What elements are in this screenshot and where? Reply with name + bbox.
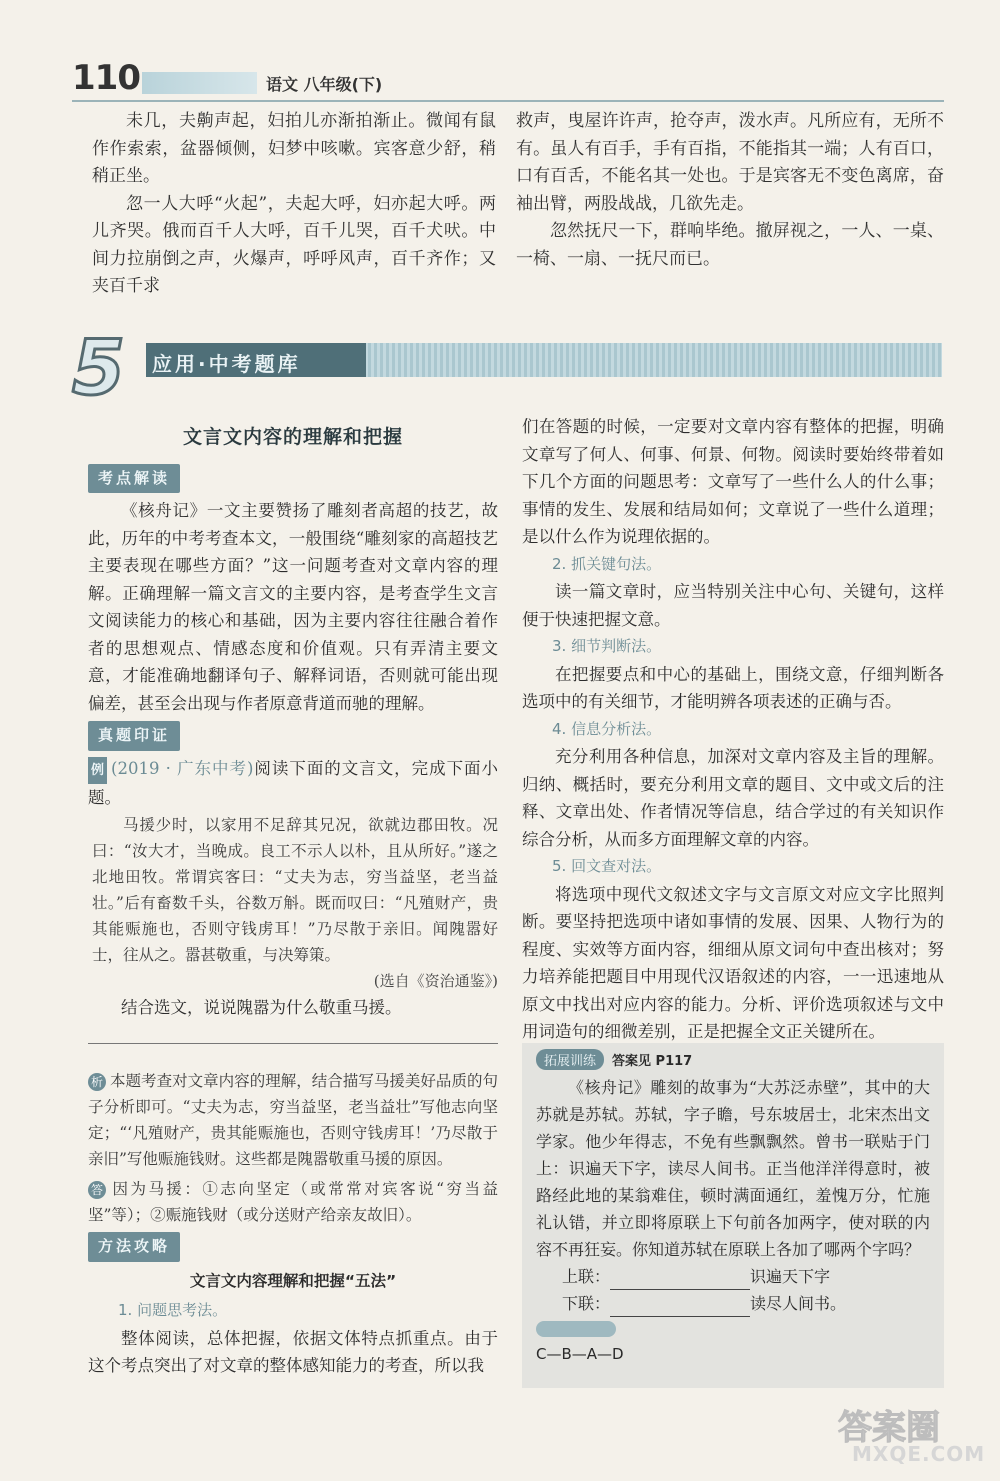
methods-title: 文言文内容理解和把握“五法” — [189, 1271, 397, 1290]
article-title: 文言文内容的理解和把握 — [182, 426, 403, 448]
classical-passage — [88, 812, 498, 994]
tag-example: 真题印证 — [88, 721, 180, 751]
method-3-text: 在把握要点和中心的基础上，围绕文意，仔细判断各选项中的有关细节，才能明辨各项表述的正确与否。 — [522, 664, 944, 711]
lower-tail: 读尽人间书。 — [750, 1294, 847, 1313]
example-heading — [88, 755, 498, 812]
page-number: 110 — [72, 58, 140, 98]
analysis-paragraph: 《核舟记》一文主要赞扬了雕刻者高超的技艺，故此，历年的中考考查本文，一般围绕“雕刻家的高超技艺主要表现在哪些方面？”这一问题考查对文章内容的理解。正确理解一篇文言文的主要内容，是考查学生文言文阅读能力的核心和基础，因为主要内容往往融合着作者的思想观点、情感态度和价值观。只有弄清主要文意，才能准确地翻译句子、解释词语，否则就可能出现偏差，甚至会出现与作者原意背道而驰的理解。 — [88, 501, 498, 713]
method-1-text: 整体阅读，总体把握，依据文体特点抓重点。由于这个考点突出了对文章的整体感知能力的考查，所以我 — [88, 1328, 498, 1375]
method-2-text: 读一篇文章时，应当特别关注中心句、关键句，这样便于快速把握文意。 — [522, 582, 944, 629]
analysis-body: 本题考查对文章内容的理解，结合描写马援美好品质的句子分析即可。“丈夫为志，穷当益坚，老当益壮”写他志向坚定；“‘凡殖财产，贵其能赈施也，否则守钱虏耳！’乃尽散于亲旧”写他赈施钱财。这些都是隗嚣敬重马援的原因。 — [88, 1072, 498, 1168]
practice-tag: 拓展训练 — [536, 1049, 604, 1070]
header-decor-bar — [142, 72, 257, 94]
example-prompt: 阅读下面的文言文，完成下面小题。 — [88, 758, 498, 807]
handwritten-paragraph: 忽一人大呼“火起”，夫起大呼，妇亦起大呼。两儿齐哭。俄而百千人大呼，百千儿哭，百千犬吠。中间力拉崩倒之声，火爆声，呼呼风声，百千齐作；又夹百千求 — [92, 193, 496, 296]
method-3-heading: 3. 细节判断法。 — [552, 637, 662, 655]
practice-body — [522, 1070, 944, 1263]
analysis-block — [88, 1068, 498, 1228]
upper-tail: 识遍天下字 — [750, 1267, 831, 1286]
left-column — [88, 424, 498, 1380]
handwritten-paragraph: 救声，曳屋许许声，抢夺声，泼水声。凡所应有，无所不有。虽人有百手，手有百指，不能指其一端；人有百口，口有百舌，不能名其一处也。于是宾客无不变色离席，奋袖出臂，两股战战，几欲先走。 — [516, 111, 944, 214]
answer-mark: 答 — [88, 1181, 106, 1199]
question-text: 结合选文，说说隗嚣为什么敬重马援。 — [121, 997, 402, 1017]
method-5-heading: 5. 回文查对法。 — [552, 857, 662, 875]
header-rule — [72, 100, 944, 102]
handwritten-paragraph: 未几，夫齁声起，妇拍儿亦渐拍渐止。微闻有鼠作作索索，盆器倾侧，妇梦中咳嗽。宾客意少舒，稍稍正坐。 — [92, 111, 496, 186]
handwritten-text-right — [516, 108, 944, 273]
analysis-mark: 析 — [88, 1073, 106, 1091]
lower-label: 下联： — [562, 1294, 611, 1313]
answer-pill — [536, 1321, 616, 1337]
passage-source: (选自《资治通鉴》) — [373, 971, 498, 990]
subject-label: 语文 八年级(下) — [266, 75, 383, 94]
handwritten-text-left — [92, 108, 496, 301]
handwritten-paragraph: 忽然抚尺一下，群响毕绝。撤屏视之，一人、一桌、一椅、一扇、一抚尺而已。 — [516, 221, 944, 269]
answer-blank-line — [88, 1043, 498, 1044]
answer-body: 因为马援：①志向坚定（或常常对宾客说“穷当益坚”等）；②赈施钱财（或分送财产给亲友故旧）。 — [88, 1180, 498, 1224]
upper-label: 上联： — [562, 1267, 611, 1286]
method-4-text: 充分利用各种信息，加深对文章内容及主旨的理解。归纳、概括时，要充分利用文章的题目、文中或文后的注释、文章出处、作者情况等信息，结合学过的有关知识作综合分析，从而多方面理解文章的内容。 — [522, 747, 944, 849]
upper-blank[interactable] — [610, 1273, 750, 1290]
example-label: 例 — [88, 757, 107, 785]
practice-box — [522, 1043, 944, 1388]
right-column — [522, 413, 944, 1046]
method-1-heading: 1. 问题思考法。 — [118, 1301, 228, 1319]
answer-sequence: C—B—A—D — [536, 1345, 624, 1363]
practice-header — [522, 1043, 944, 1070]
passage-text: 马援少时，以家用不足辞其兄况，欲就边郡田牧。况曰：“汝大才，当晚成。良工不示人以朴，且从所好。”遂之北地田牧。常谓宾客曰：“丈夫为志，穷当益坚，老当益壮。”后有畜数千头，谷数万斛。既而叹曰：“凡殖财产，贵其能赈施也，否则守钱虏耳！”乃尽散于亲旧。闻隗嚣好士，往从之。嚣甚敬重，与决筹策。 — [92, 815, 498, 964]
tag-analysis: 考点解读 — [88, 464, 180, 494]
answer-reference: 答案见 P117 — [612, 1054, 693, 1069]
section-number: 5 — [72, 323, 121, 412]
lower-blank[interactable] — [610, 1300, 750, 1317]
watermark-url: MXQE.COM — [852, 1442, 986, 1466]
couplet-lower — [522, 1290, 944, 1317]
method-4-heading: 4. 信息分析法。 — [552, 719, 662, 738]
method-5-text: 将选项中现代文叙述文字与文言原文对应文字比照判断。要坚持把选项中诸如事情的发展、因果、人物行为的程度、实效等方面内容，细细从原文词句中查出核对；努力培养能把题目中用现代汉语叙述的内容，一一迅速地从原文中找出对应内容的能力。分析、评价选项叙述与文中用词造句的细微差别，正是把握全文正关键所在。 — [522, 884, 944, 1041]
method-1-continued: 们在答题的时候，一定要对文章内容有整体的把握，明确文章写了何人、何事、何景、何物。阅读时要始终带着如下几个方面的问题思考：文章写了一些什么人的什么事；事情的发生、发展和结局如何；文章说了一些什么道理；是以什么作为说理依据的。 — [522, 417, 944, 546]
watermark-logo: 答案圈 — [838, 1408, 940, 1448]
method-2-heading: 2. 抓关键句法。 — [552, 554, 662, 573]
couplet-upper — [522, 1263, 944, 1290]
example-source: (2019 · 广东中考) — [111, 758, 254, 778]
tag-method: 方法攻略 — [88, 1232, 180, 1262]
section-title: 应用·中考题库 — [152, 352, 301, 376]
practice-text: 《核舟记》雕刻的故事为“大苏泛赤壁”，其中的大苏就是苏轼。苏轼，字子瞻，号东坡居士，北宋杰出文学家。他少年得志，不免有些飘飘然。曾书一联贴于门上：识遍天下字，读尽人间书。正当他洋洋得意时，被路经此地的某翁难住，顿时满面通红，羞愧万分，忙施礼认错，并立即将原联上下句前各加两字，使对联的内容不再狂妄。你知道苏轼在原联上各加了哪两个字吗？ — [536, 1078, 930, 1259]
